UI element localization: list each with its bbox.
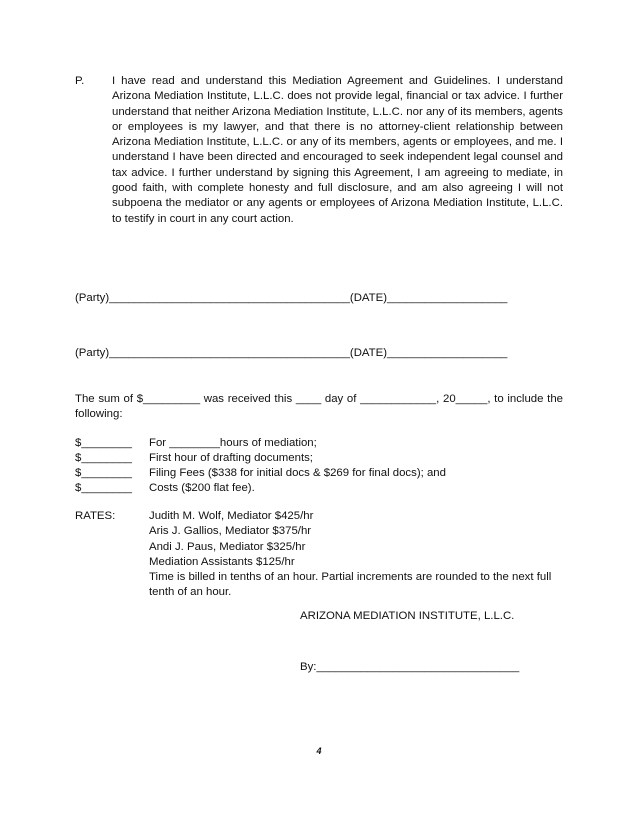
paragraph-label: P. xyxy=(75,75,85,87)
fee-amount: $________ xyxy=(75,482,133,494)
agreement-paragraph: I have read and understand this Mediation Agreement and Guidelines. I understand Arizona Mediation Institute, L.L.C. does not provide legal, financial or tax advice. I further understand that neither Arizona Mediation Institute, L.L.C. nor any of its members, agents or employees is my lawyer, and that there is no attorney-client relationship between Arizona Mediation Institute, L.L.C. or any of its members, agents or employees, and me. I understand I have been directed and encouraged to seek independent legal counsel and tax advice. I further understand by signing this Agreement, I am agreeing to mediate, in good faith, with complete honesty and full disclosure, and am also agreeing I will not subpoena the mediator or any agents or employees of Arizona Mediation Institute, L.L.C. to testify in court in any court action. xyxy=(112,75,563,225)
fee-amount: $________ xyxy=(75,437,133,449)
fee-description: First hour of drafting documents; xyxy=(149,452,313,464)
rates-label: RATES: xyxy=(75,510,116,522)
fee-row xyxy=(75,466,446,481)
signature-by-line: By:________________________________ xyxy=(300,661,520,673)
party-signature-line-1: (Party)______________________________________(DATE)___________________ xyxy=(75,292,508,304)
rate-item: Aris J. Gallios, Mediator $375/hr xyxy=(149,525,312,538)
rate-item: Mediation Assistants $125/hr xyxy=(149,555,295,568)
rate-item: Andi J. Paus, Mediator $325/hr xyxy=(149,540,306,553)
payment-sum-statement: The sum of $_________ was received this ____ day of ____________, 20_____, to include the following: xyxy=(75,393,563,421)
fee-description: For ________hours of mediation; xyxy=(149,437,317,449)
fee-description: Filing Fees ($338 for initial docs & $269 for final docs); and xyxy=(149,467,446,479)
rates-list xyxy=(149,509,565,601)
fee-amount: $________ xyxy=(75,467,133,479)
page-number: 4 xyxy=(316,746,322,756)
fee-amount: $________ xyxy=(75,452,133,464)
fee-row xyxy=(75,436,317,451)
billing-note: Time is billed in tenths of an hour. Partial increments are rounded to the next full tenth of an hour. xyxy=(149,571,552,599)
party-signature-line-2: (Party)______________________________________(DATE)___________________ xyxy=(75,347,508,359)
fee-row xyxy=(75,481,255,496)
fee-row xyxy=(75,451,313,466)
fee-description: Costs ($200 flat fee). xyxy=(149,482,255,494)
organization-name: ARIZONA MEDIATION INSTITUTE, L.L.C. xyxy=(300,610,515,622)
rate-item: Judith M. Wolf, Mediator $425/hr xyxy=(149,510,314,522)
